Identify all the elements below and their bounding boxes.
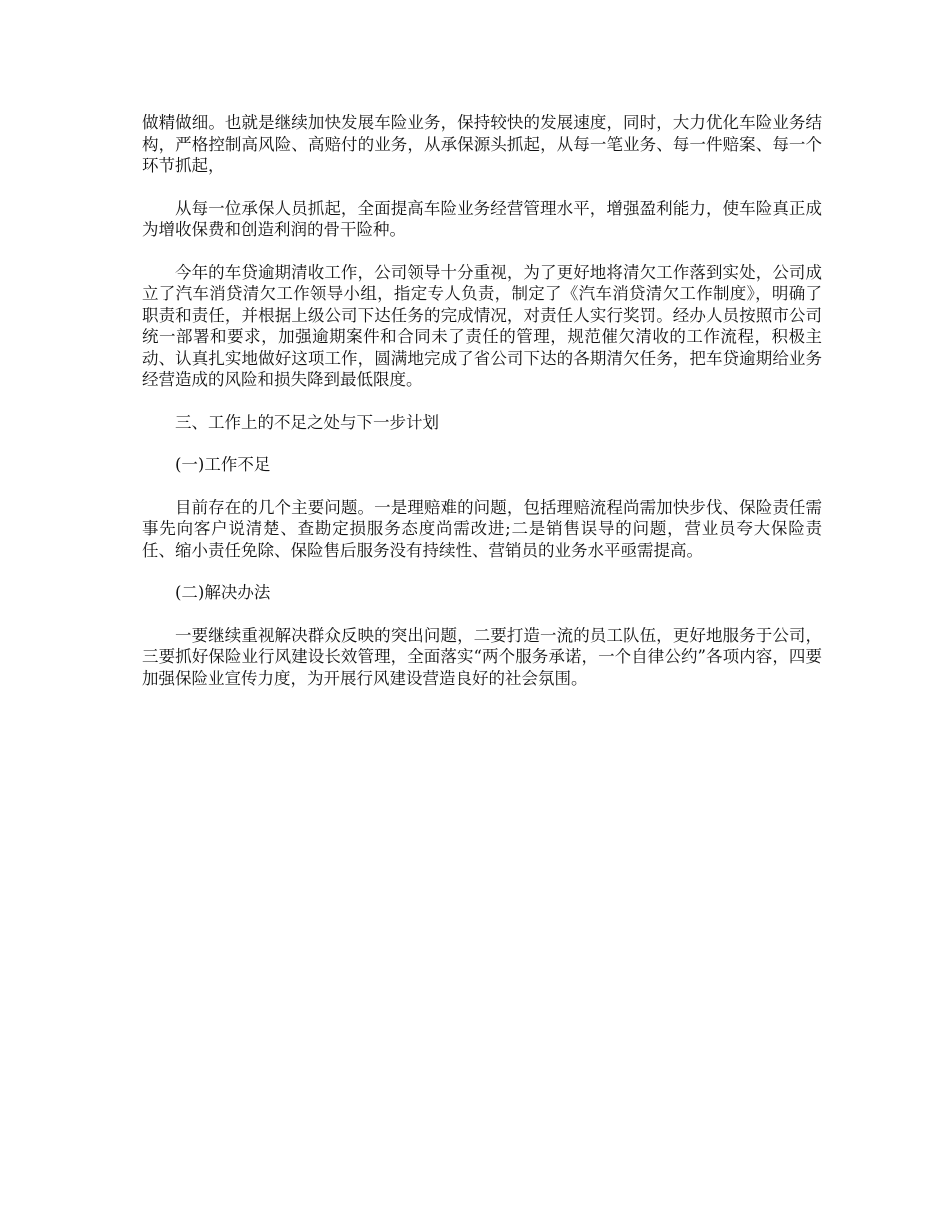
paragraph-3: 今年的车贷逾期清收工作，公司领导十分重视，为了更好地将清欠工作落到实处，公司成立了汽车消贷清欠工作领导小组，指定专人负责，制定了《汽车消贷清欠工作制度》，明确了职责和责任，并根据上级公司下达任务的完成情况，对责任人实行奖罚。经办人员按照市公司统一部署和要求，加强逾期案件和合同未了责任的管理，规范催欠清收的工作流程，积极主动、认真扎实地做好这项工作，圆满地完成了省公司下达的各期清欠任务，把车贷逾期给业务经营造成的风险和损失降到最低限度。: [142, 262, 822, 389]
paragraph-2: 从每一位承保人员抓起，全面提高车险业务经营管理水平，增强盈利能力，使车险真正成为增收保费和创造利润的骨干险种。: [142, 198, 822, 239]
paragraph-problems: 目前存在的几个主要问题。一是理赔难的问题，包括理赔流程尚需加快步伐、保险责任需事先向客户说清楚、查勘定损服务态度尚需改进;二是销售误导的问题，营业员夸大保险责任、缩小责任免除、保险售后服务没有持续性、营销员的业务水平亟需提高。: [142, 497, 822, 560]
section-heading-3: 三、工作上的不足之处与下一步计划: [175, 412, 439, 432]
document-body: [142, 112, 822, 710]
paragraph-solutions: 一要继续重视解决群众反映的突出问题，二要打造一流的员工队伍，更好地服务于公司，三要抓好保险业行风建设长效管理，全面落实“两个服务承诺，一个自律公约”各项内容，四要加强保险业宣传力度，为开展行风建设营造良好的社会氛围。: [142, 625, 822, 688]
subsection-heading-solutions: (二)解决办法: [175, 583, 271, 602]
paragraph-1: 做精做细。也就是继续加快发展车险业务，保持较快的发展速度，同时，大力优化车险业务结构，严格控制高风险、高赔付的业务，从承保源头抓起，从每一笔业务、每一件赔案、每一个环节抓起，: [142, 113, 822, 175]
subsection-heading-shortcomings: (一)工作不足: [175, 455, 271, 474]
